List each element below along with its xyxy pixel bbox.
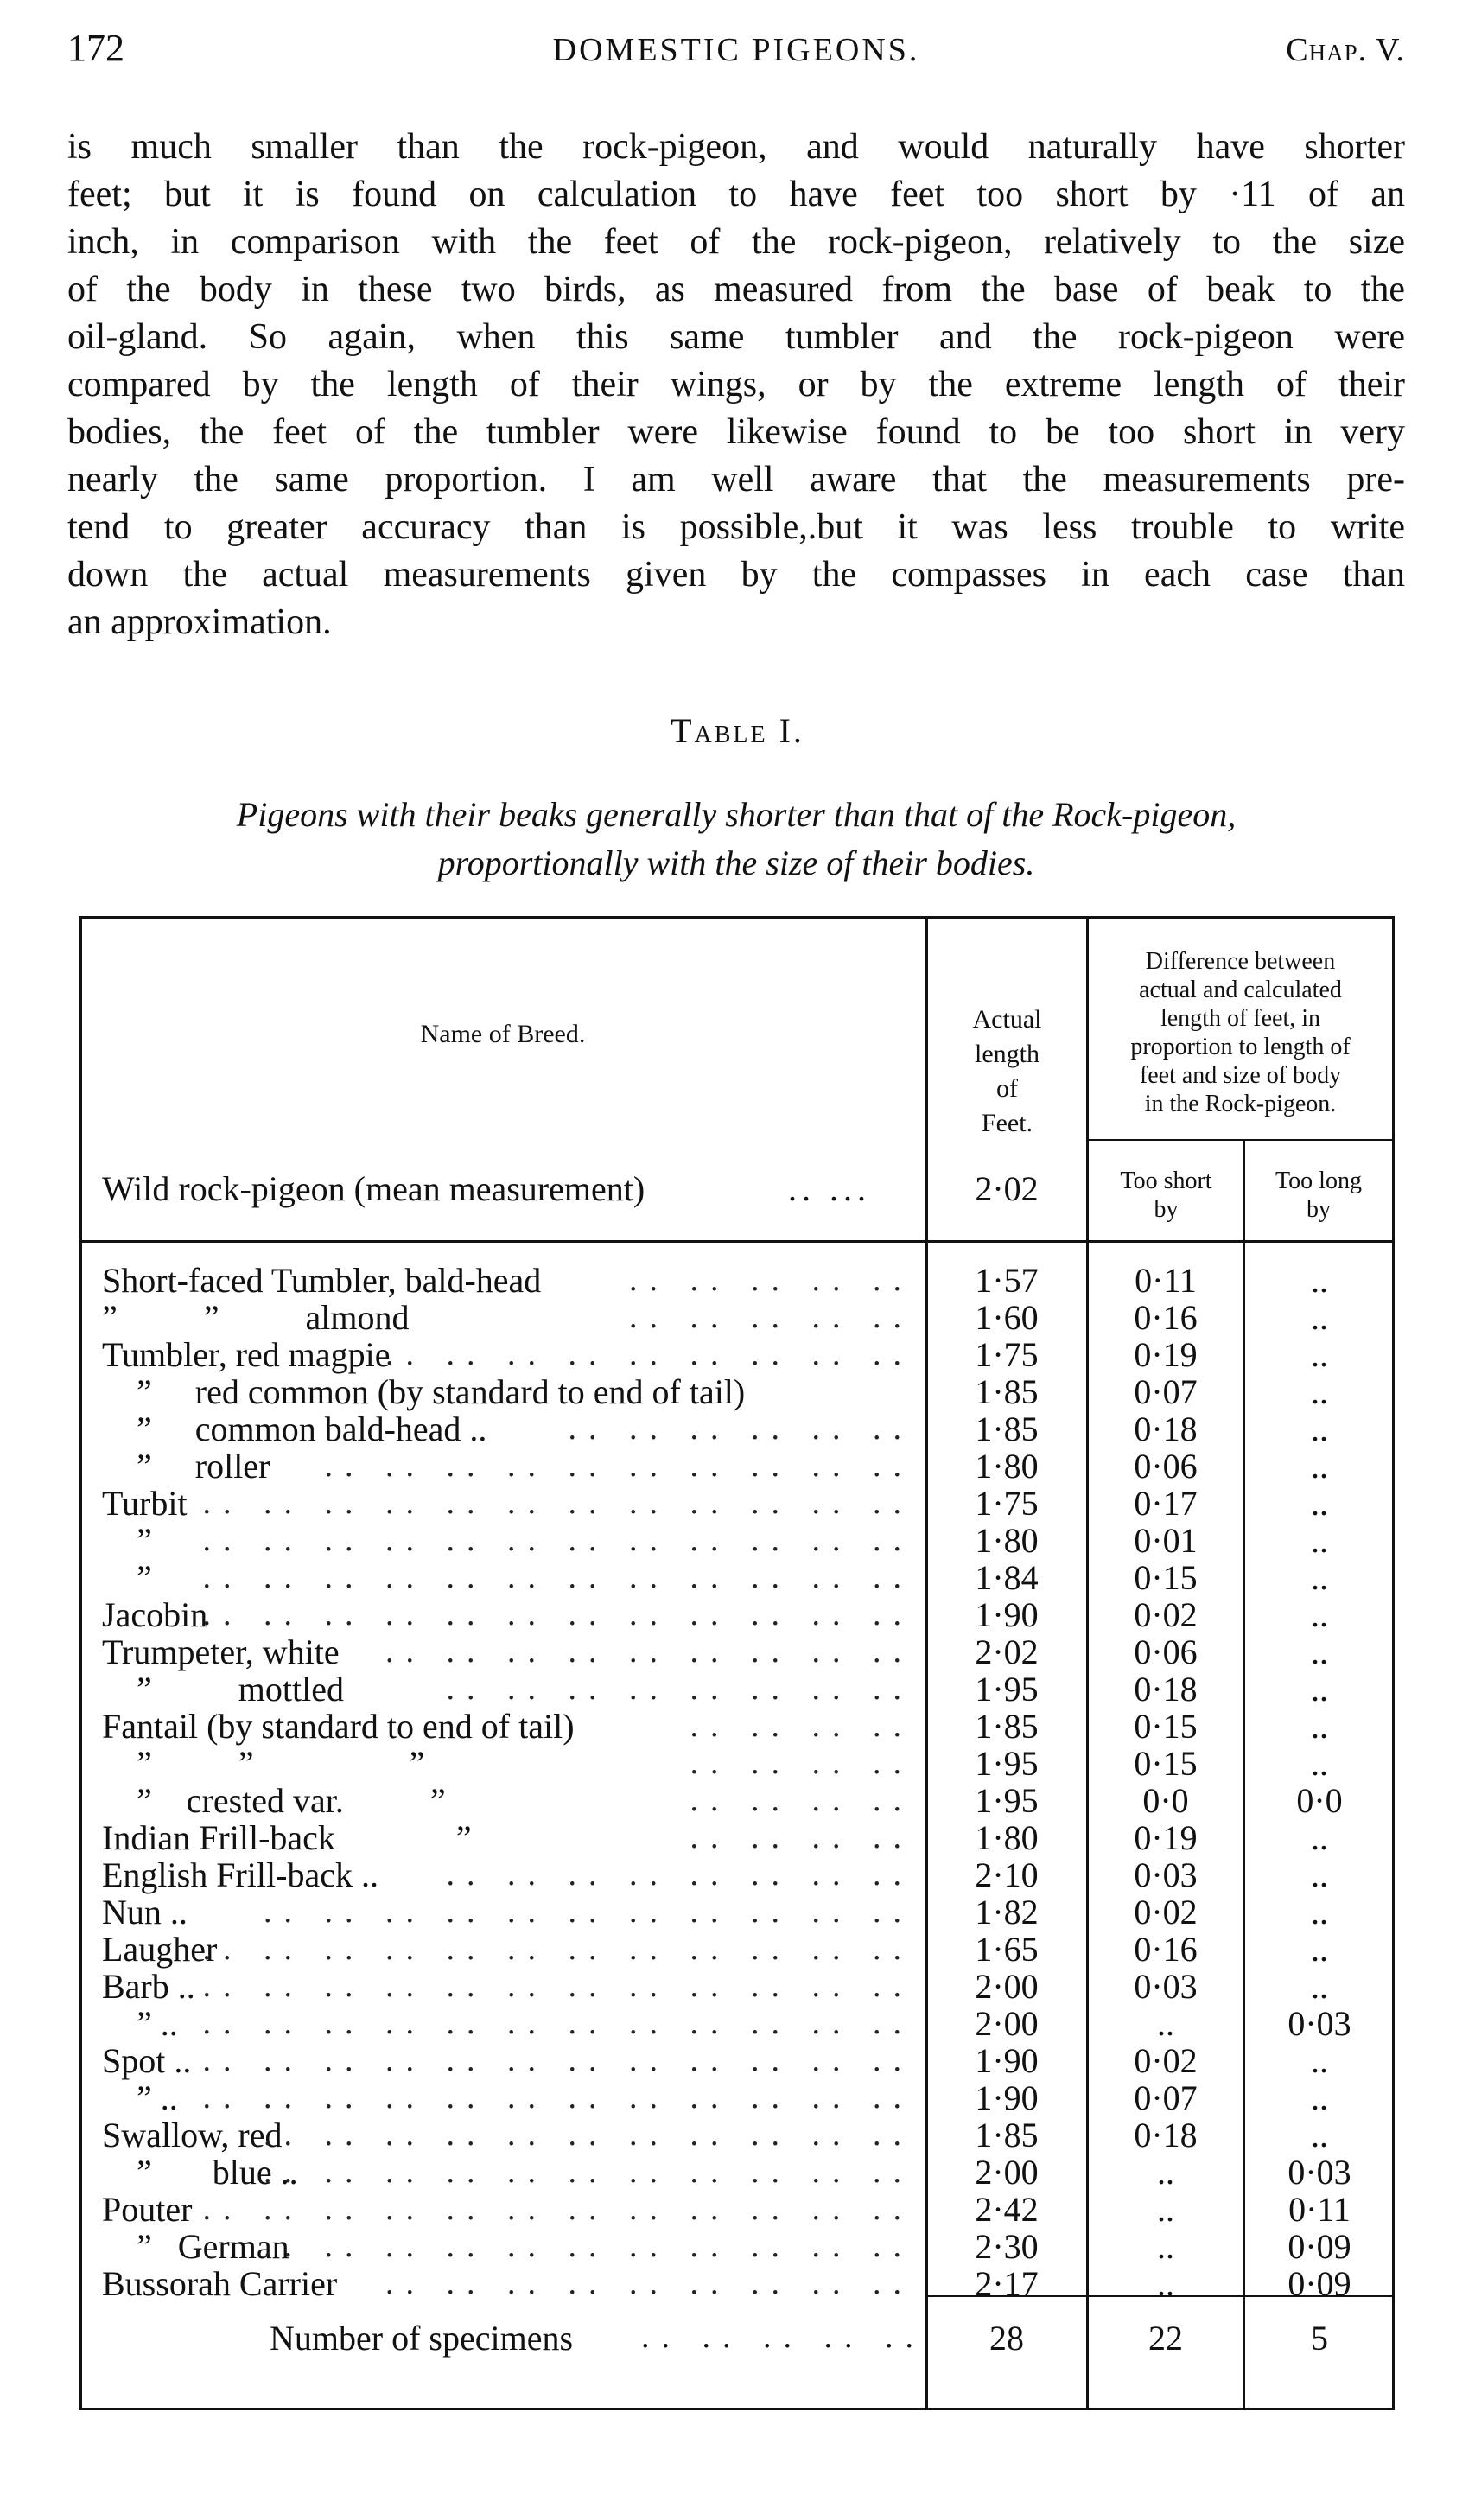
actual-length-cell: 2·00	[975, 2004, 1039, 2043]
too-long-cell: 0·11	[1288, 2190, 1351, 2229]
too-short-cell: 0·17	[1134, 1484, 1198, 1523]
breed-name: ” red common (by standard to end of tail)	[102, 1372, 746, 1411]
chapter-label: Chap. V.	[1286, 32, 1405, 68]
totals-too-long: 5	[1311, 2319, 1328, 2358]
body-line: tend to greater accuracy than is possible,.but it was less trouble to write	[67, 507, 1405, 547]
table-row	[79, 1559, 1395, 1596]
too-long-cell: ..	[1311, 1967, 1328, 2006]
table-row	[79, 1410, 1395, 1448]
too-long-cell: ..	[1311, 1632, 1328, 1671]
actual-length-cell: 1·75	[975, 1335, 1039, 1374]
too-long-cell: 0·09	[1287, 2264, 1351, 2303]
too-long-cell: ..	[1311, 1447, 1328, 1486]
actual-length-cell: 1·60	[975, 1298, 1039, 1337]
header-difference-line: proportion to length of	[1130, 1034, 1351, 1060]
leader-dots: .. .. .. .. .. .. .. ..	[446, 1670, 913, 1707]
actual-length-cell: 1·85	[975, 2116, 1039, 2154]
header-too-short-line: by	[1154, 1196, 1179, 1223]
leader-dots: .. .. .. .. .. .. .. .. .. .. .. ..	[202, 1559, 913, 1595]
table-row	[79, 2191, 1395, 2228]
too-short-cell: 0·19	[1134, 1818, 1198, 1857]
leader-dots: .. .. .. .. .. .. .. .. .. .. ..	[264, 2154, 913, 2190]
running-title: DOMESTIC PIGEONS.	[552, 32, 920, 68]
table-title: Table I.	[671, 711, 804, 750]
breed-name: Indian Frill-back ”	[102, 1818, 472, 1857]
breed-name: ” ..	[102, 2078, 178, 2117]
table-row	[79, 1299, 1395, 1336]
header-too-short-line: Too short	[1120, 1168, 1212, 1194]
breed-name: Barb ..	[102, 1967, 195, 2006]
breed-name: Trumpeter, white	[102, 1632, 340, 1671]
breed-name: Jacobin	[102, 1595, 208, 1634]
too-short-cell: 0·06	[1134, 1632, 1198, 1671]
too-short-cell: 0·19	[1134, 1335, 1198, 1374]
too-short-cell: 0·02	[1134, 1893, 1198, 1931]
leader-dots: .. .. .. .. .. .. .. ..	[446, 1856, 913, 1893]
too-short-cell: 0·15	[1134, 1744, 1198, 1783]
too-long-cell: ..	[1311, 1744, 1328, 1783]
table-row	[79, 1336, 1395, 1373]
leader-dots: .. .. .. .. .. .. .. .. .. .. .. ..	[202, 2191, 913, 2227]
actual-length-cell: 1·85	[975, 1707, 1039, 1746]
leader-dots: .. .. .. .. .. ..	[568, 1410, 913, 1447]
leader-dots: .. .. .. .. .. .. .. .. ..	[385, 1336, 913, 1372]
leader-dots: .. .. .. .. .. .. .. .. .. ..	[324, 1448, 913, 1484]
table-row	[79, 1633, 1395, 1670]
actual-length-cell: 1·57	[975, 1261, 1039, 1300]
breed-name: English Frill-back ..	[102, 1855, 378, 1894]
table-caption-line: Pigeons with their beaks generally shorter than that of the Rock-pigeon,	[236, 795, 1237, 834]
leader-dots: .. .. .. ..	[690, 1745, 913, 1781]
too-short-cell: 0·16	[1134, 1298, 1198, 1337]
breed-name: ”	[102, 1521, 152, 1560]
header-difference-line: length of feet, in	[1160, 1005, 1321, 1032]
leader-dots: .. .. .. .. .. .. .. .. .. .. ..	[264, 2228, 913, 2264]
leader-dots: .. .. .. .. .. .. .. .. .. .. .. ..	[202, 2042, 913, 2078]
table-row	[79, 1931, 1395, 1968]
too-short-cell: ..	[1157, 2190, 1174, 2229]
wild-rock-pigeon-name: Wild rock-pigeon (mean measurement)	[102, 1169, 645, 1208]
breed-name: Swallow, red	[102, 2116, 283, 2154]
table-row	[79, 2228, 1395, 2265]
too-short-cell: 0·01	[1134, 1521, 1198, 1560]
totals-label: Number of specimens	[270, 2319, 574, 2358]
table-row	[79, 1596, 1395, 1633]
too-long-cell: 0·09	[1287, 2227, 1351, 2266]
table-caption-line: proportionally with the size of their bodies.	[437, 843, 1035, 882]
body-line: feet; but it is found on calculation to have feet too short by ·11 of an	[67, 175, 1405, 214]
running-head	[67, 26, 1405, 78]
actual-length-cell: 1·95	[975, 1781, 1039, 1820]
table-row	[79, 1856, 1395, 1893]
totals-too-short: 22	[1148, 2319, 1183, 2358]
too-long-cell: ..	[1311, 1261, 1328, 1300]
header-difference-line: feet and size of body	[1139, 1062, 1342, 1089]
breed-name: Spot ..	[102, 2041, 192, 2080]
table-row	[79, 1968, 1395, 2005]
too-long-cell: ..	[1311, 1855, 1328, 1894]
body-line: is much smaller than the rock-pigeon, and would naturally have shorter	[67, 127, 1405, 167]
breed-name: ” mottled	[102, 1670, 344, 1709]
actual-length-cell: 2·42	[975, 2190, 1039, 2229]
too-long-cell: ..	[1311, 1521, 1328, 1560]
leader-dots: .. .. .. .. .. .. .. .. .. .. ..	[264, 1893, 913, 1930]
table-row	[79, 2079, 1395, 2116]
header-too-short	[1089, 1167, 1243, 1224]
breed-name: Laugher	[102, 1930, 218, 1969]
actual-length-cell: 2·17	[975, 2264, 1039, 2303]
too-long-cell: 0·0	[1296, 1781, 1343, 1820]
breed-name: ” crested var. ”	[102, 1781, 446, 1820]
too-short-cell: 0·15	[1134, 1558, 1198, 1597]
too-short-cell: 0·11	[1135, 1261, 1197, 1300]
table-row	[79, 2265, 1395, 2302]
totals-actual: 28	[989, 2319, 1024, 2358]
table-top-rule	[79, 916, 1395, 919]
too-long-cell: ..	[1311, 1484, 1328, 1523]
header-actual-line: Actual	[972, 1005, 1042, 1034]
actual-length-cell: 1·90	[975, 2078, 1039, 2117]
header-actual-length	[928, 1002, 1086, 1141]
actual-length-cell: 1·80	[975, 1818, 1039, 1857]
table-bottom-rule	[79, 2408, 1395, 2410]
too-short-cell: 0·15	[1134, 1707, 1198, 1746]
header-difference-line: in the Rock-pigeon.	[1144, 1091, 1337, 1117]
table-row	[79, 1373, 1395, 1410]
too-short-cell: ..	[1157, 2227, 1174, 2266]
too-long-cell: ..	[1311, 1558, 1328, 1597]
actual-length-cell: 1·84	[975, 1558, 1039, 1597]
leader-dots: .. .. .. ..	[690, 1819, 913, 1855]
table-row	[79, 2042, 1395, 2079]
actual-length-cell: 2·02	[975, 1632, 1039, 1671]
actual-length-cell: 1·85	[975, 1372, 1039, 1411]
too-short-cell: 0·07	[1134, 1372, 1198, 1411]
too-long-cell: ..	[1311, 2041, 1328, 2080]
table-row	[79, 1819, 1395, 1856]
breed-name: ” blue ..	[102, 2153, 298, 2192]
too-short-cell: 0·03	[1134, 1967, 1198, 2006]
leader-dots: .. .. .. .. .. .. .. .. .. .. .. ..	[202, 1931, 913, 1967]
header-too-long-line: by	[1307, 1196, 1331, 1223]
too-long-cell: ..	[1311, 1707, 1328, 1746]
breed-name: Turbit	[102, 1484, 188, 1523]
leader-dots: .. .. .. .. .. .. .. .. .. .. ..	[264, 2116, 913, 2153]
breed-name: Short-faced Tumbler, bald-head	[102, 1261, 542, 1300]
table-row	[79, 1670, 1395, 1708]
body-line: down the actual measurements given by the compasses in each case than	[67, 555, 1405, 595]
leader-dots: .. .. .. .. ..	[629, 1299, 913, 1335]
body-line: oil-gland. So again, when this same tumbler and the rock-pigeon were	[67, 317, 1405, 357]
leader-dots: .. .. .. .. .. .. .. .. ..	[385, 2265, 913, 2301]
header-actual-line: Feet.	[981, 1109, 1033, 1137]
breed-name: Bussorah Carrier	[102, 2264, 338, 2303]
too-short-cell: ..	[1157, 2153, 1174, 2192]
too-long-cell: ..	[1311, 1335, 1328, 1374]
actual-length-cell: 1·80	[975, 1447, 1039, 1486]
table-row	[79, 2005, 1395, 2042]
table-row	[79, 2154, 1395, 2191]
body-paragraph	[67, 124, 1405, 646]
too-long-cell: ..	[1311, 1372, 1328, 1411]
too-short-cell: 0·06	[1134, 1447, 1198, 1486]
header-name-of-breed: Name of Breed.	[420, 1020, 586, 1048]
actual-length-cell: 2·00	[975, 2153, 1039, 2192]
leader-dots: .. .. .. ..	[690, 1782, 913, 1818]
too-short-cell: 0·18	[1134, 1670, 1198, 1709]
breed-name: Nun ..	[102, 1893, 188, 1931]
actual-length-cell: 1·90	[975, 2041, 1039, 2080]
too-long-cell: 0·03	[1287, 2004, 1351, 2043]
actual-length-cell: 1·80	[975, 1521, 1039, 1560]
leader-dots: .. .. .. .. .. .. .. .. .. .. .. ..	[202, 1485, 913, 1521]
too-short-cell: 0·0	[1142, 1781, 1189, 1820]
table-row	[79, 1262, 1395, 1299]
breed-name: ” ” almond	[102, 1298, 410, 1337]
breed-name: Pouter	[102, 2190, 193, 2229]
too-long-cell: ..	[1311, 1818, 1328, 1857]
body-line: nearly the same proportion. I am well aware that the measurements pre-	[67, 460, 1405, 500]
table-row	[79, 1782, 1395, 1819]
table-row	[79, 1893, 1395, 1931]
leader-dots: .. ...	[788, 1169, 871, 1208]
too-short-cell: 0·02	[1134, 2041, 1198, 2080]
body-line: bodies, the feet of the tumbler were likewise found to be too short in very	[67, 412, 1405, 452]
actual-length-cell: 2·30	[975, 2227, 1039, 2266]
body-line: of the body in these two birds, as measured from the base of beak to the	[67, 270, 1405, 309]
too-short-cell: 0·03	[1134, 1855, 1198, 1894]
too-long-cell: 0·03	[1287, 2153, 1351, 2192]
table-row	[79, 2116, 1395, 2154]
too-short-cell: 0·18	[1134, 2116, 1198, 2154]
actual-length-cell: 1·85	[975, 1410, 1039, 1448]
too-short-cell: ..	[1157, 2004, 1174, 2043]
body-line: inch, in comparison with the feet of the rock-pigeon, relatively to the size	[67, 222, 1405, 262]
body-line: compared by the length of their wings, or by the extreme length of their	[67, 365, 1405, 404]
leader-dots: .. .. .. ..	[690, 1708, 913, 1744]
breed-name: ” German	[102, 2227, 289, 2266]
header-too-long-line: Too long	[1275, 1168, 1362, 1194]
too-short-cell: ..	[1157, 2264, 1174, 2303]
too-long-cell: ..	[1311, 2116, 1328, 2154]
header-difference-line: Difference between	[1145, 948, 1336, 975]
actual-length-cell: 1·95	[975, 1670, 1039, 1709]
table-caption	[67, 791, 1405, 888]
too-long-cell: ..	[1311, 1930, 1328, 1969]
actual-length-cell: 2·00	[975, 1967, 1039, 2006]
actual-length-cell: 1·75	[975, 1484, 1039, 1523]
body-line: an approximation.	[67, 602, 332, 642]
header-too-long	[1245, 1167, 1392, 1224]
breed-table	[79, 916, 1395, 2409]
leader-dots: .. .. .. .. .. .. .. .. .. .. .. ..	[202, 2079, 913, 2116]
leader-dots: .. .. .. .. ..	[641, 2319, 925, 2355]
too-long-cell: ..	[1311, 2078, 1328, 2117]
actual-length-cell: 1·82	[975, 1893, 1039, 1931]
too-long-cell: ..	[1311, 1410, 1328, 1448]
too-long-cell: ..	[1311, 1298, 1328, 1337]
header-difference-line: actual and calculated	[1139, 977, 1342, 1003]
too-long-cell: ..	[1311, 1893, 1328, 1931]
actual-length-cell: 2·10	[975, 1855, 1039, 1894]
leader-dots: .. .. .. .. .. .. .. .. .. .. .. ..	[202, 1968, 913, 2004]
wild-rock-pigeon-actual: 2·02	[975, 1169, 1039, 1208]
leader-dots: .. .. .. .. .. .. .. .. .. .. .. ..	[202, 1522, 913, 1558]
header-actual-line: length	[975, 1040, 1039, 1068]
table-row	[79, 1708, 1395, 1745]
leader-dots: .. .. .. .. ..	[629, 1262, 913, 1298]
leader-dots: .. .. .. .. .. .. .. .. ..	[385, 1633, 913, 1670]
breed-name: ” ..	[102, 2004, 178, 2043]
breed-name: ”	[102, 1558, 152, 1597]
too-short-cell: 0·16	[1134, 1930, 1198, 1969]
breed-name: ” roller	[102, 1447, 270, 1486]
breed-name: Fantail (by standard to end of tail)	[102, 1707, 575, 1746]
too-long-cell: ..	[1311, 1670, 1328, 1709]
breed-name: ” ” ”	[102, 1744, 425, 1783]
table-row	[79, 1745, 1395, 1782]
actual-length-cell: 1·95	[975, 1744, 1039, 1783]
leader-dots: .. .. .. .. .. .. .. .. .. .. .. ..	[202, 1596, 913, 1632]
page-number: 172	[67, 27, 124, 69]
too-long-cell: ..	[1311, 1595, 1328, 1634]
too-short-cell: 0·07	[1134, 2078, 1198, 2117]
header-actual-line: of	[996, 1074, 1018, 1103]
subheader-rule	[1086, 1139, 1395, 1141]
table-row	[79, 1485, 1395, 1522]
actual-length-cell: 1·90	[975, 1595, 1039, 1634]
breed-name: Tumbler, red magpie	[102, 1335, 391, 1374]
table-row	[79, 1448, 1395, 1485]
too-short-cell: 0·02	[1134, 1595, 1198, 1634]
too-short-cell: 0·18	[1134, 1410, 1198, 1448]
table-row	[79, 1522, 1395, 1559]
header-difference	[1089, 947, 1392, 1118]
leader-dots: .. .. .. .. .. .. .. .. .. .. .. ..	[202, 2005, 913, 2041]
actual-length-cell: 1·65	[975, 1930, 1039, 1969]
breed-name: ” common bald-head ..	[102, 1410, 487, 1448]
header-bottom-rule	[79, 1240, 1395, 1243]
